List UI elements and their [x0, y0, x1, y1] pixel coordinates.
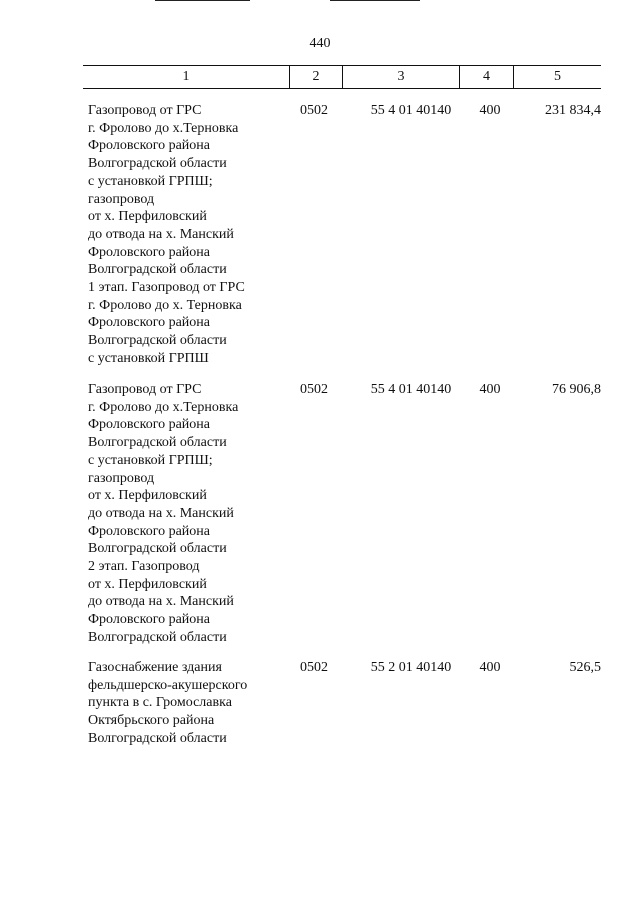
top-border-mark-left [155, 0, 250, 1]
page-number: 440 [309, 36, 331, 51]
row-name: Газоснабжение здания фельдшерско-акушерского пункта в с. Громославка Октябрьского района Волгоградской области [88, 660, 248, 746]
row-amount: 526,5 [569, 660, 601, 675]
row-section-code: 0502 [300, 382, 328, 397]
row-expense-type: 400 [479, 660, 501, 675]
column-header-2: 2 [289, 66, 342, 88]
row-target-article: 55 2 01 40140 [370, 660, 452, 675]
row-section-code: 0502 [300, 660, 328, 675]
row-expense-type: 400 [479, 382, 501, 397]
column-header-3: 3 [342, 66, 459, 88]
top-border-mark-right [330, 0, 420, 1]
column-header-1: 1 [182, 69, 190, 84]
row-expense-type: 400 [479, 103, 501, 118]
row-name: Газопровод от ГРС г. Фролово до х.Терновка Фроловского района Волгоградской области с установкой ГРПШ; газопровод от х. Перфиловский до отвода на х. Манский Фроловского района Волгоградской области 1 этап. Газопровод от ГРС г. Фролово до х. Терновка Фроловского района Волгоградской области с установкой ГРПШ [88, 103, 245, 366]
row-target-article: 55 4 01 40140 [370, 382, 452, 397]
table-column-header [83, 65, 601, 89]
row-section-code: 0502 [300, 103, 328, 118]
row-amount: 76 906,8 [552, 382, 601, 397]
row-target-article: 55 4 01 40140 [370, 103, 452, 118]
row-name: Газопровод от ГРС г. Фролово до х.Терновка Фроловского района Волгоградской области с установкой ГРПШ; газопровод от х. Перфиловский до отвода на х. Манский Фроловского района Волгоградской области 2 этап. Газопровод от х. Перфиловский до отвода на х. Манский Фроловского района Волгоградской области [88, 382, 239, 645]
column-header-4: 4 [459, 66, 513, 88]
row-amount: 231 834,4 [545, 103, 601, 118]
column-header-5: 5 [513, 66, 601, 88]
